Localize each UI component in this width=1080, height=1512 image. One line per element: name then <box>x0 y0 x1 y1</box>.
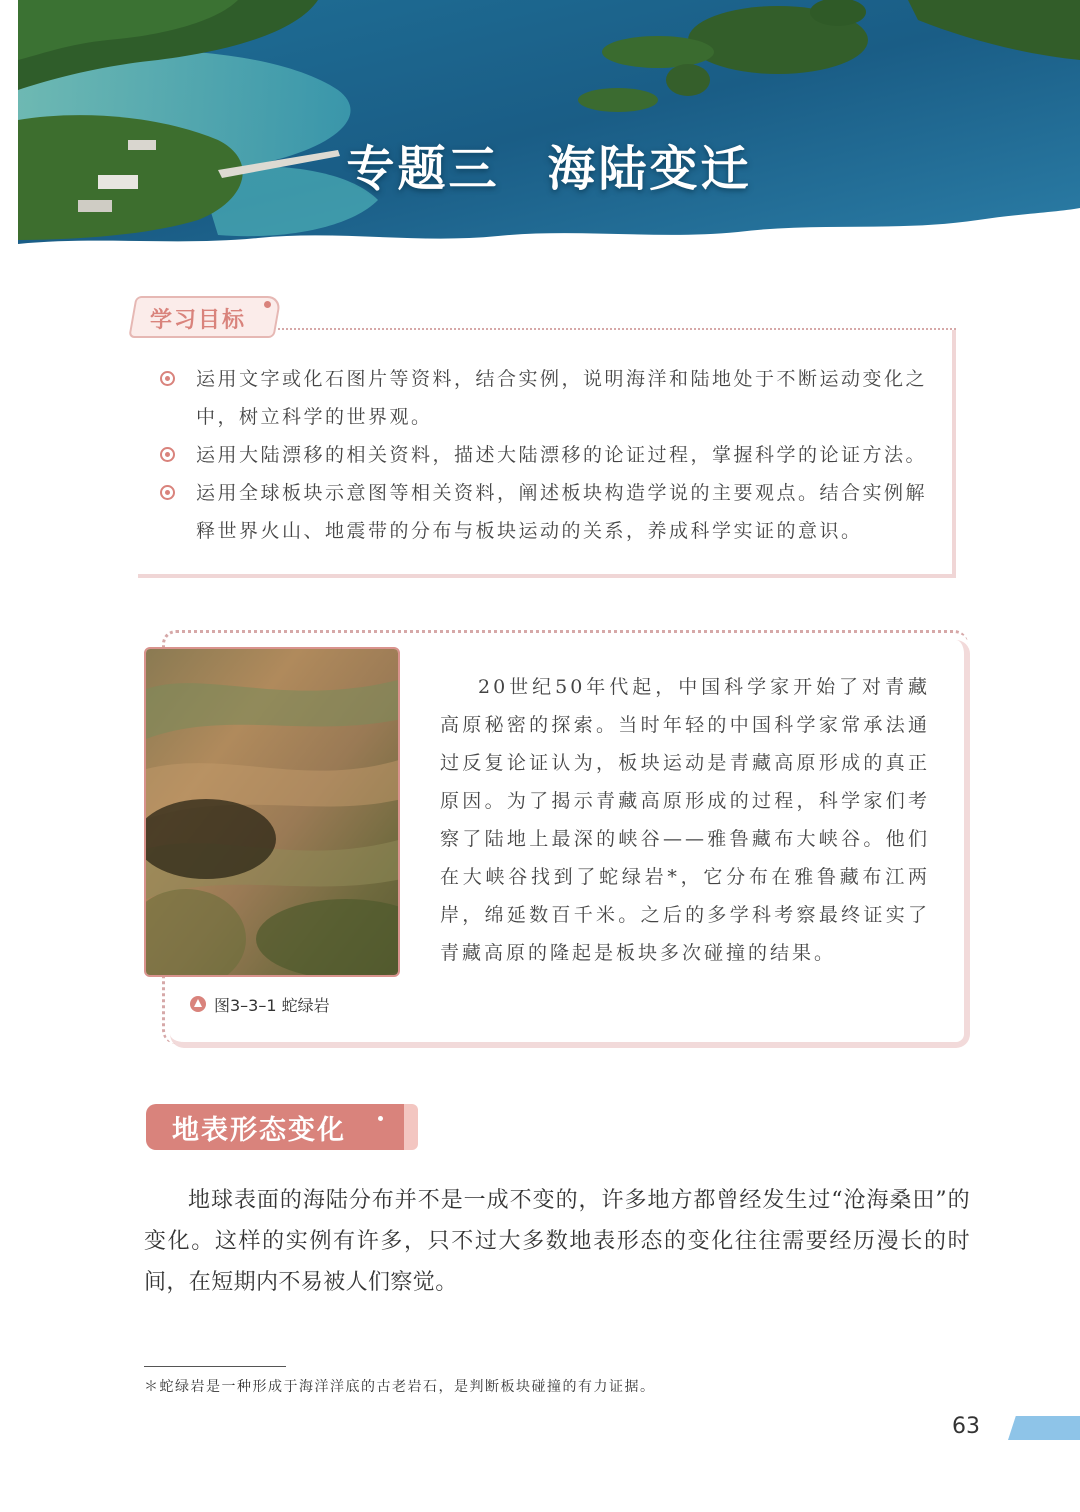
objectives-list <box>160 360 940 550</box>
tag-dot-icon <box>264 301 271 308</box>
chapter-number: 专题三 <box>346 141 500 197</box>
story-paragraph: 20世纪50年代起，中国科学家开始了对青藏高原秘密的探索。当时年轻的中国科学家常承法通过反复论证认为，板块运动是青藏高原形成的真正原因。为了揭示青藏高原形成的过程，科学家们考察了陆地上最深的峡谷——雅鲁藏布大峡谷。他们在大峡谷找到了蛇绿岩*，它分布在雅鲁藏布江两岸，绵延数百千米。之后的多学科考察最终证实了青藏高原的隆起是板块多次碰撞的结果。 <box>440 676 930 964</box>
chapter-banner <box>18 0 1080 260</box>
objective-item <box>160 360 940 436</box>
chapter-name: 海陆变迁 <box>547 141 752 197</box>
objective-text: 运用大陆漂移的相关资料，描述大陆漂移的论证过程，掌握科学的论证方法。 <box>196 444 928 466</box>
footnote-divider <box>144 1366 286 1367</box>
objectives-divider <box>278 328 956 330</box>
section-body: 地球表面的海陆分布并不是一成不变的，许多地方都曾经发生过“沧海桑田”的变化。这样的实例有许多，只不过大多数地表形态的变化往往需要经历漫长的时间，在短期内不易被人们察觉。 <box>144 1188 970 1295</box>
objective-text: 运用文字或化石图片等资料，结合实例，说明海洋和陆地处于不断运动变化之中，树立科学的世界观。 <box>196 368 928 428</box>
footnote: ＊蛇绿岩是一种形成于海洋洋底的古老岩石，是判断板块碰撞的有力证据。 <box>144 1379 656 1395</box>
page-number: 63 <box>952 1414 980 1439</box>
section-heading: 地表形态变化 <box>172 1115 346 1146</box>
bullet-icon <box>160 485 175 500</box>
heading-dot-icon <box>378 1116 383 1121</box>
ophiolite-photo <box>144 647 400 977</box>
chapter-title <box>18 130 1080 199</box>
figure-caption: 图3–3–1 蛇绿岩 <box>214 996 330 1015</box>
page-tab <box>1008 1416 1080 1440</box>
objective-item <box>160 474 940 550</box>
objective-text: 运用全球板块示意图等相关资料，阐述板块构造学说的主要观点。结合实例解释世界火山、地震带的分布与板块运动的关系，养成科学实证的意识。 <box>196 482 928 542</box>
bullet-icon <box>160 371 175 386</box>
bullet-icon <box>160 447 175 462</box>
objective-item <box>160 436 940 474</box>
objectives-tag: 学习目标 <box>150 308 247 333</box>
figure-triangle-icon <box>190 996 206 1012</box>
